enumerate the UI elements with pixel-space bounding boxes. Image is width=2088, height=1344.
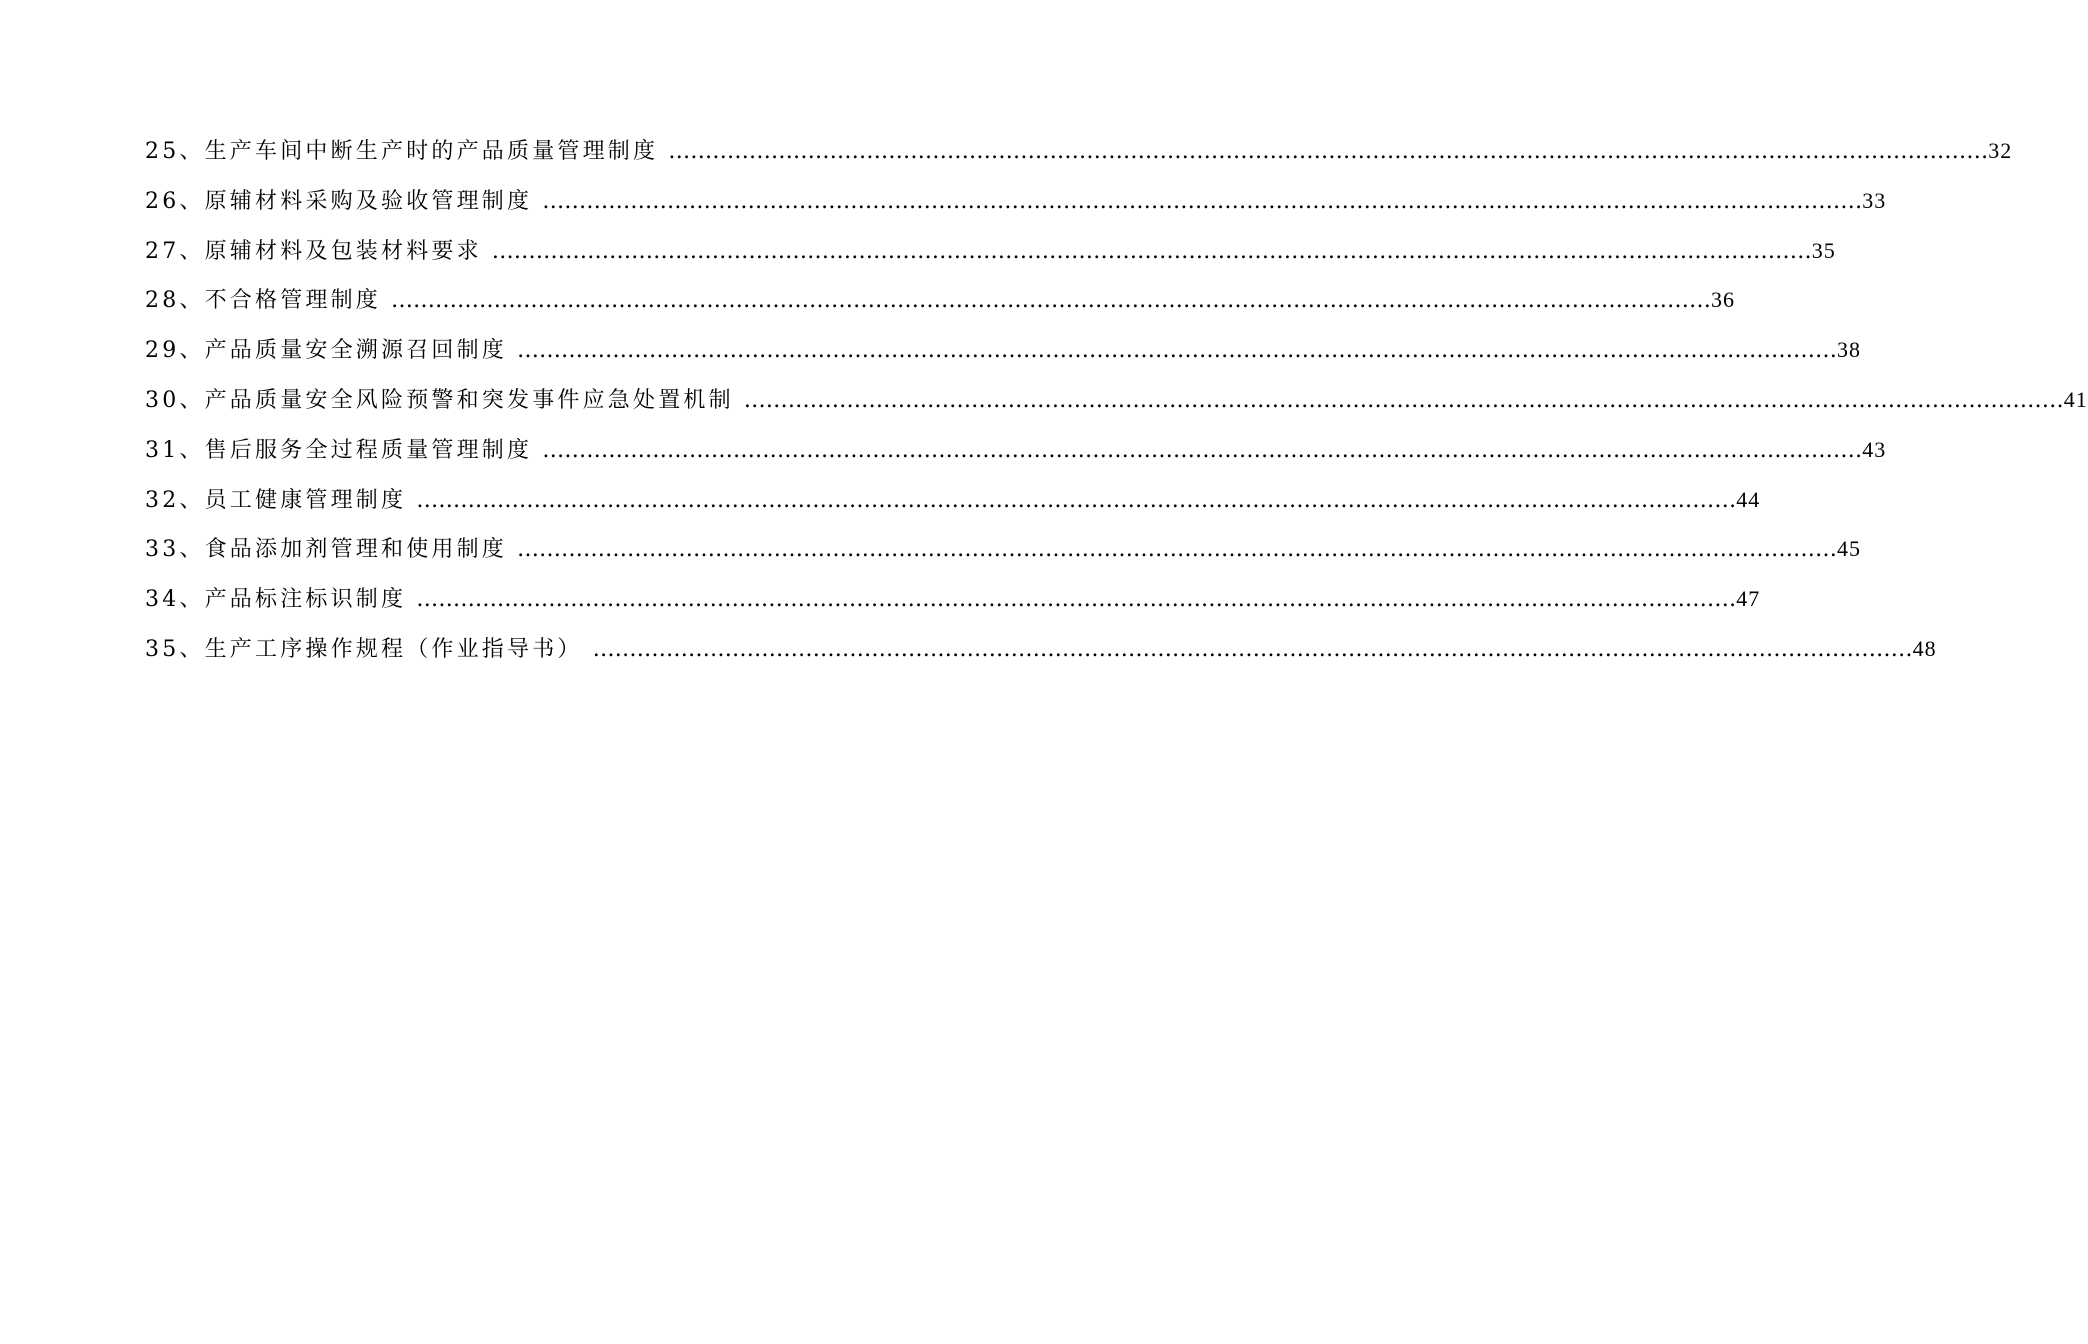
toc-entry-title: 33、食品添加剂管理和使用制度 (145, 537, 507, 563)
toc-entry-title: 26、原辅材料采购及验收管理制度 (145, 188, 533, 214)
toc-entry-page: 45 (1837, 536, 1861, 562)
toc-entry[interactable] (145, 133, 2013, 183)
toc-leader-dots: ……………………………………………………………………………………………………………………………………………………………… (668, 139, 1989, 164)
toc-entry-title: 25、生产车间中断生产时的产品质量管理制度 (145, 139, 659, 164)
toc-entry-page: 36 (1711, 287, 1735, 313)
toc-entry-title: 28、不合格管理制度 (145, 288, 381, 314)
toc-leader-dots: ……………………………………………………………………………………………………………………………………………………………… (416, 587, 1737, 613)
toc-entry[interactable] (145, 531, 1861, 581)
toc-leader-dots: ……………………………………………………………………………………………………………………………………………………………… (416, 487, 1737, 513)
toc-leader-dots: ……………………………………………………………………………………………………………………………………………………………… (542, 437, 1863, 463)
toc-entry-page: 43 (1862, 436, 1887, 462)
toc-entry-page: 47 (1736, 586, 1761, 612)
toc-entry[interactable] (145, 382, 2088, 432)
toc-leader-dots: ……………………………………………………………………………………………………………………………………………………………… (391, 288, 1711, 314)
toc-entry-page: 38 (1837, 337, 1861, 363)
toc-entry-page: 44 (1736, 486, 1761, 512)
toc-entry[interactable] (145, 581, 1761, 631)
toc-leader-dots: ……………………………………………………………………………………………………………………………………………………………… (517, 537, 1837, 563)
toc-entry-title: 30、产品质量安全风险预警和突发事件应急处置机制 (145, 387, 734, 413)
toc-entry[interactable] (145, 233, 1836, 283)
toc-entry[interactable] (145, 332, 1861, 382)
toc-leader-dots: ……………………………………………………………………………………………………………………………………………………………… (491, 238, 1812, 264)
toc-entry-title: 29、产品质量安全溯源召回制度 (145, 338, 507, 364)
toc-entry-page: 41 (2063, 386, 2088, 412)
toc-entry[interactable] (145, 432, 1887, 482)
toc-leader-dots: ……………………………………………………………………………………………………………………………………………………………… (517, 338, 1837, 364)
toc-entry-page: 48 (1912, 635, 1937, 661)
toc-entry[interactable] (145, 631, 1937, 681)
toc-leader-dots: ……………………………………………………………………………………………………………………………………………………………… (592, 636, 1913, 662)
toc-entry-title: 27、原辅材料及包装材料要求 (145, 238, 482, 264)
toc-entry-page: 33 (1862, 187, 1887, 213)
toc-entry[interactable] (145, 282, 1735, 332)
toc-entry-title: 34、产品标注标识制度 (145, 587, 407, 613)
toc-entry-title: 32、员工健康管理制度 (145, 487, 407, 513)
toc-leader-dots: ……………………………………………………………………………………………………………………………………………………………… (542, 188, 1863, 214)
toc-entry-page: 32 (1988, 138, 2013, 163)
toc-entry-title: 35、生产工序操作规程（作业指导书） (145, 636, 583, 662)
table-of-contents (145, 133, 2088, 681)
toc-entry-title: 31、售后服务全过程质量管理制度 (145, 437, 533, 463)
toc-entry[interactable] (145, 183, 1887, 233)
toc-entry[interactable] (145, 482, 1761, 532)
toc-entry-page: 35 (1811, 237, 1836, 263)
toc-leader-dots: ……………………………………………………………………………………………………………………………………………………………… (743, 387, 2064, 413)
